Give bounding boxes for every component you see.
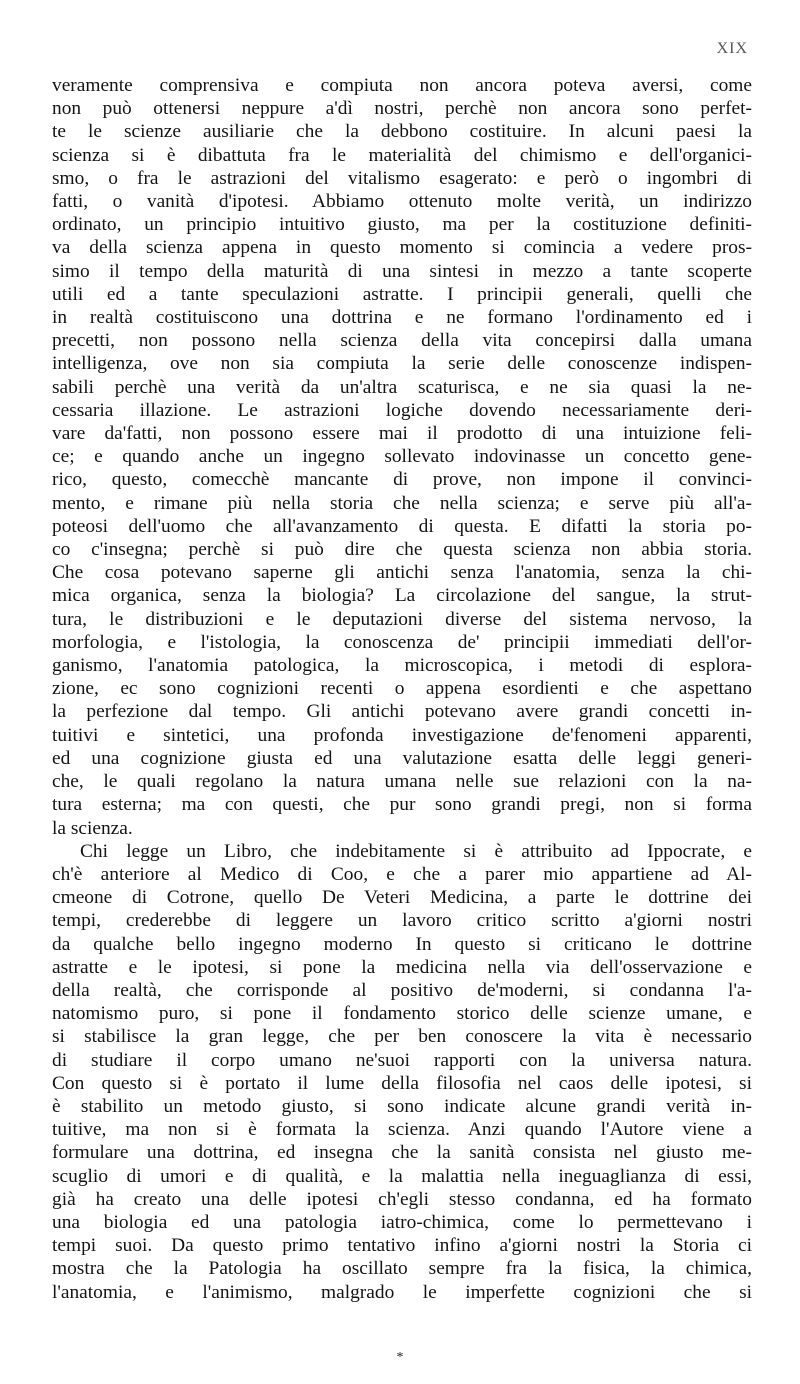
text-line: una biologia ed una patologia iatro-chimica, come lo permettevano i (52, 1211, 752, 1233)
text-line: di studiare il corpo umano ne'suoi rapporti con la universa natura. (52, 1049, 752, 1071)
text-line: che, le quali regolano la natura umana nelle sue relazioni con la na- (52, 771, 752, 793)
signature-mark: * (396, 1350, 404, 1365)
paragraph (52, 74, 752, 840)
text-line: mento, e rimane più nella storia che nella scienza; e serve più all'a- (52, 492, 752, 514)
text-line: Chi legge un Libro, che indebitamente si è attribuito ad Ippocrate, e (80, 840, 752, 862)
text-line: la scienza. (52, 817, 133, 839)
text-line: va della scienza appena in questo momento si comincia a vedere pros- (52, 237, 752, 259)
text-line: simo il tempo della maturità di una sintesi in mezzo a tante scoperte (52, 260, 752, 282)
text-line: te le scienze ausiliarie che la debbono costituire. In alcuni paesi la (52, 121, 752, 143)
text-line: l'anatomia, e l'animismo, malgrado le imperfette cognizioni che si (52, 1281, 752, 1303)
text-line: poteosi dell'uomo che all'avanzamento di questa. E difatti la storia po- (52, 515, 752, 537)
text-line: mostra che la Patologia ha oscillato sempre fra la fisica, la chimica, (52, 1258, 752, 1280)
text-line: sabili perchè una verità da un'altra scaturisca, e ne sia quasi la ne- (52, 376, 752, 398)
text-line: utili ed a tante speculazioni astratte. I principii generali, quelli che (52, 283, 752, 305)
text-line: non può ottenersi neppure a'dì nostri, perchè non ancora sono perfet- (52, 98, 752, 120)
text-line: tura esterna; ma con questi, che pur sono grandi pregi, non si forma (52, 794, 752, 816)
text-line: è stabilito un metodo giusto, si sono indicate alcune grandi verità in- (52, 1095, 752, 1117)
text-line: scuglio di umori e di qualità, e la malattia nella ineguaglianza di essi, (52, 1165, 752, 1187)
text-line: tura, le distribuzioni e le deputazioni diverse del sistema nervoso, la (52, 608, 752, 630)
text-line: zione, ec sono cognizioni recenti o appena esordienti e che aspettano (52, 678, 752, 700)
text-line: formulare una dottrina, ed insegna che la sanità consista nel giusto me- (52, 1142, 752, 1164)
text-line: tempi, crederebbe di leggere un lavoro critico scritto a'giorni nostri (52, 910, 752, 932)
text-line: in realtà costituiscono una dottrina e ne formano l'ordinamento ed i (52, 307, 752, 329)
text-line: tempi suoi. Da questo primo tentativo infino a'giorni nostri la Storia ci (52, 1235, 752, 1257)
text-line: veramente comprensiva e compiuta non ancora poteva aversi, come (52, 75, 752, 96)
text-line: precetti, non possono nella scienza della vita concepirsi dalla umana (52, 330, 752, 352)
text-line: tuitive, ma non si è formata la scienza. Anzi quando l'Autore viene a (52, 1119, 752, 1141)
text-line: ce; e quando anche un ingegno sollevato indovinasse un concetto gene- (52, 446, 752, 468)
text-line: da qualche bello ingegno moderno In questo si criticano le dottrine (52, 933, 752, 955)
text-line: natomismo puro, si pone il fondamento storico delle scienze umane, e (52, 1003, 752, 1025)
text-line: della realtà, che corrisponde al positivo de'moderni, si condanna l'a- (52, 979, 752, 1001)
text-line: smo, o fra le astrazioni del vitalismo esagerato: e però o ingombri di (52, 167, 752, 189)
text-line: Con questo si è portato il lume della filosofia nel caos delle ipotesi, si (52, 1072, 752, 1094)
text-line: intelligenza, ove non sia compiuta la serie delle conoscenze indispen- (52, 353, 752, 375)
text-line: ch'è anteriore al Medico di Coo, e che a parer mio appartiene ad Al- (52, 863, 752, 885)
page-number: XIX (716, 40, 748, 57)
text-line: ed una cognizione giusta ed una valutazione esatta delle leggi generi- (52, 747, 752, 769)
text-line: tuitivi e sintetici, una profonda investigazione de'fenomeni apparenti, (52, 724, 752, 746)
text-line: scienza si è dibattuta fra le materialità del chimismo e dell'organici- (52, 144, 752, 166)
paragraph (52, 840, 752, 1304)
text-line: fatti, o vanità d'ipotesi. Abbiamo ottenuto molte verità, un indirizzo (52, 191, 752, 213)
text-line: cessaria illazione. Le astrazioni logiche dovendo necessariamente deri- (52, 399, 752, 421)
text-line: si stabilisce la gran legge, che per ben conoscere la vita è necessario (52, 1026, 752, 1048)
text-line: ganismo, l'anatomia patologica, la microscopica, i metodi di esplora- (52, 655, 752, 677)
text-line: vare da'fatti, non possono essere mai il prodotto di una intuizione feli- (52, 423, 752, 445)
text-line: morfologia, e l'istologia, la conoscenza de' principii immediati dell'or- (52, 631, 752, 653)
text-line: la perfezione dal tempo. Gli antichi potevano avere grandi concetti in- (52, 701, 752, 723)
text-line: cmeone di Cotrone, quello De Veteri Medicina, a parte le dottrine dei (52, 887, 752, 909)
text-line: Che cosa potevano saperne gli antichi senza l'anatomia, senza la chi- (52, 562, 752, 584)
text-line: già ha creato una delle ipotesi ch'egli stesso condanna, ed ha formato (52, 1188, 752, 1210)
text-line: mica organica, senza la biologia? La circolazione del sangue, la strut- (52, 585, 752, 607)
body-text (52, 74, 752, 1304)
text-line: ordinato, un principio intuitivo giusto, ma per la costituzione definiti- (52, 214, 752, 236)
text-line: co c'insegna; perchè si può dire che questa scienza non abbia storia. (52, 539, 752, 561)
text-line: rico, questo, comecchè mancante di prove, non impone il convinci- (52, 469, 752, 491)
text-line: astratte e le ipotesi, si pone la medicina nella via dell'osservazione e (52, 956, 752, 978)
